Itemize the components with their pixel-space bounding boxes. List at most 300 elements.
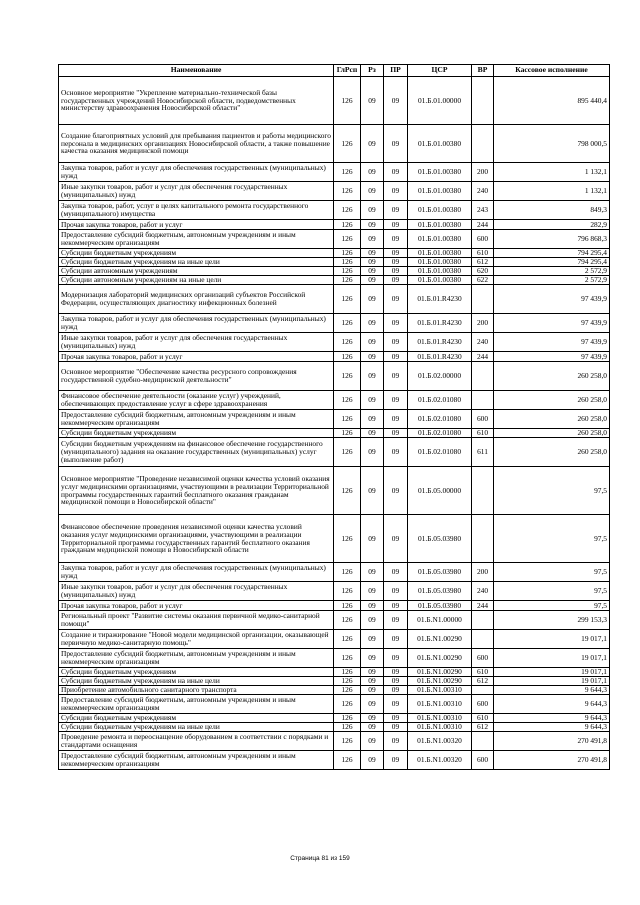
cell-rz: 09 (361, 515, 384, 563)
cell-csr: 01.Б.01.00380 (408, 276, 472, 285)
cell-amount: 97 439,9 (494, 333, 610, 352)
cell-name: Предоставление субсидий бюджетным, автономным учреждениям и иным некоммерческим организациям (59, 695, 334, 714)
cell-vr: 243 (472, 201, 494, 220)
cell-rz: 09 (361, 352, 384, 362)
cell-glrsp: 126 (334, 429, 361, 438)
table-row (59, 601, 610, 611)
cell-glrsp: 126 (334, 582, 361, 601)
cell-vr (472, 686, 494, 695)
cell-rz: 09 (361, 220, 384, 230)
cell-rz: 09 (361, 723, 384, 732)
cell-csr: 01.Б.N1.00310 (408, 695, 472, 714)
cell-csr: 01.Б.05.03980 (408, 515, 472, 563)
cell-amount: 19 017,1 (494, 668, 610, 677)
table-row (59, 677, 610, 686)
cell-rz: 09 (361, 258, 384, 267)
cell-amount: 1 132,1 (494, 182, 610, 201)
cell-csr: 01.Б.05.03980 (408, 582, 472, 601)
table-row (59, 267, 610, 276)
cell-name: Закупка товаров, работ и услуг для обеспечения государственных (муниципальных) нужд (59, 163, 334, 182)
cell-vr: 610 (472, 714, 494, 723)
cell-name: Субсидии бюджетным учреждениям на иные цели (59, 677, 334, 686)
cell-amount: 19 017,1 (494, 630, 610, 649)
cell-csr: 01.Б.01.R4230 (408, 285, 472, 314)
table-row (59, 276, 610, 285)
cell-name: Модернизация лабораторий медицинских организаций субъектов Российской Федерации, осуществляющих диагностику инфекционных болезней (59, 285, 334, 314)
cell-glrsp: 126 (334, 695, 361, 714)
cell-rz: 09 (361, 125, 384, 163)
cell-pr: 09 (384, 438, 408, 467)
cell-vr: 600 (472, 695, 494, 714)
cell-name: Основное мероприятие "Проведение независимой оценки качества условий оказания услуг медицинскими организациями, участвующими в реализации Территориальной программы государственных гарантий бесплатного оказания гражданам медицинской помощи в Новосибирской области" (59, 467, 334, 515)
cell-glrsp: 126 (334, 563, 361, 582)
cell-vr (472, 391, 494, 410)
cell-rz: 09 (361, 314, 384, 333)
cell-amount: 9 644,3 (494, 695, 610, 714)
cell-amount: 282,9 (494, 220, 610, 230)
cell-vr (472, 732, 494, 751)
cell-rz: 09 (361, 630, 384, 649)
cell-pr: 09 (384, 649, 408, 668)
cell-pr: 09 (384, 352, 408, 362)
cell-pr: 09 (384, 668, 408, 677)
cell-rz: 09 (361, 751, 384, 770)
cell-pr: 09 (384, 751, 408, 770)
cell-pr: 09 (384, 77, 408, 125)
cell-amount: 798 000,5 (494, 125, 610, 163)
cell-amount: 19 017,1 (494, 677, 610, 686)
cell-csr: 01.Б.01.00380 (408, 258, 472, 267)
cell-glrsp: 126 (334, 201, 361, 220)
cell-vr: 600 (472, 230, 494, 249)
cell-pr: 09 (384, 410, 408, 429)
cell-csr: 01.Б.01.00000 (408, 77, 472, 125)
cell-name: Субсидии бюджетным учреждениям (59, 249, 334, 258)
cell-amount: 260 258,0 (494, 362, 610, 391)
cell-pr: 09 (384, 732, 408, 751)
cell-glrsp: 126 (334, 333, 361, 352)
cell-amount: 2 572,9 (494, 276, 610, 285)
cell-name: Прочая закупка товаров, работ и услуг (59, 601, 334, 611)
cell-vr: 611 (472, 438, 494, 467)
cell-pr: 09 (384, 230, 408, 249)
table-row (59, 751, 610, 770)
cell-glrsp: 126 (334, 410, 361, 429)
cell-amount: 895 440,4 (494, 77, 610, 125)
cell-pr: 09 (384, 677, 408, 686)
cell-name: Прочая закупка товаров, работ и услуг (59, 220, 334, 230)
cell-pr: 09 (384, 515, 408, 563)
cell-glrsp: 126 (334, 601, 361, 611)
cell-csr: 01.Б.05.03980 (408, 601, 472, 611)
cell-pr: 09 (384, 582, 408, 601)
cell-name: Финансовое обеспечение деятельности (оказание услуг) учреждений, обеспечивающих предоставление услуг в сфере здравоохранения (59, 391, 334, 410)
cell-rz: 09 (361, 429, 384, 438)
cell-glrsp: 126 (334, 467, 361, 515)
cell-csr: 01.Б.01.R4230 (408, 352, 472, 362)
cell-glrsp: 126 (334, 230, 361, 249)
cell-pr: 09 (384, 163, 408, 182)
table-row (59, 77, 610, 125)
table-row (59, 333, 610, 352)
cell-pr: 09 (384, 314, 408, 333)
cell-glrsp: 126 (334, 352, 361, 362)
cell-name: Основное мероприятие "Укрепление материально-технической базы государственных учреждений Новосибирской области, подведомственных министерству здравоохранения Новосибирской области" (59, 77, 334, 125)
cell-name: Предоставление субсидий бюджетным, автономным учреждениям и иным некоммерческим организациям (59, 410, 334, 429)
cell-amount: 9 644,3 (494, 714, 610, 723)
cell-amount: 794 295,4 (494, 249, 610, 258)
cell-pr: 09 (384, 467, 408, 515)
cell-glrsp: 126 (334, 515, 361, 563)
cell-name: Создание и тиражирование "Новой модели медицинской организации, оказывающей первичную медико-санитарную помощь" (59, 630, 334, 649)
cell-csr: 01.Б.05.03980 (408, 563, 472, 582)
cell-vr (472, 125, 494, 163)
cell-amount: 260 258,0 (494, 438, 610, 467)
table-row (59, 714, 610, 723)
cell-vr: 610 (472, 429, 494, 438)
cell-amount: 97,5 (494, 582, 610, 601)
cell-name: Предоставление субсидий бюджетным, автономным учреждениям и иным некоммерческим организациям (59, 649, 334, 668)
cell-csr: 01.Б.N1.00320 (408, 732, 472, 751)
cell-vr (472, 285, 494, 314)
table-row (59, 467, 610, 515)
cell-amount: 97,5 (494, 563, 610, 582)
cell-rz: 09 (361, 611, 384, 630)
header-name: Наименование (59, 65, 334, 77)
cell-rz: 09 (361, 601, 384, 611)
cell-glrsp: 126 (334, 438, 361, 467)
cell-csr: 01.Б.02.01080 (408, 410, 472, 429)
cell-csr: 01.Б.01.00380 (408, 220, 472, 230)
cell-name: Региональный проект "Развитие системы оказания первичной медико-санитарной помощи" (59, 611, 334, 630)
header-vr: ВР (472, 65, 494, 77)
cell-name: Закупка товаров, работ и услуг для обеспечения государственных (муниципальных) нужд (59, 563, 334, 582)
cell-rz: 09 (361, 668, 384, 677)
cell-pr: 09 (384, 630, 408, 649)
cell-name: Иные закупки товаров, работ и услуг для обеспечения государственных (муниципальных) нужд (59, 582, 334, 601)
cell-name: Субсидии бюджетным учреждениям на иные цели (59, 723, 334, 732)
cell-glrsp: 126 (334, 249, 361, 258)
cell-name: Основное мероприятие "Обеспечение качества ресурсного сопровождения государственной судебно-медицинской деятельности" (59, 362, 334, 391)
cell-rz: 09 (361, 438, 384, 467)
cell-vr: 600 (472, 410, 494, 429)
cell-rz: 09 (361, 410, 384, 429)
table-row (59, 285, 610, 314)
cell-glrsp: 126 (334, 649, 361, 668)
cell-name: Закупка товаров, работ, услуг в целях капитального ремонта государственного (муниципального) имущества (59, 201, 334, 220)
cell-csr: 01.Б.01.00380 (408, 182, 472, 201)
table-row (59, 258, 610, 267)
cell-vr: 610 (472, 668, 494, 677)
cell-glrsp: 126 (334, 751, 361, 770)
header-csr: ЦСР (408, 65, 472, 77)
cell-amount: 2 572,9 (494, 267, 610, 276)
cell-amount: 849,3 (494, 201, 610, 220)
cell-name: Приобретение автомобильного санитарного транспорта (59, 686, 334, 695)
cell-vr (472, 77, 494, 125)
cell-glrsp: 126 (334, 77, 361, 125)
cell-csr: 01.Б.N1.00290 (408, 677, 472, 686)
budget-execution-table (58, 64, 610, 770)
cell-vr: 240 (472, 582, 494, 601)
cell-amount: 97,5 (494, 467, 610, 515)
cell-vr: 612 (472, 258, 494, 267)
cell-rz: 09 (361, 77, 384, 125)
cell-csr: 01.Б.01.R4230 (408, 333, 472, 352)
cell-rz: 09 (361, 163, 384, 182)
cell-vr: 244 (472, 601, 494, 611)
cell-vr: 612 (472, 677, 494, 686)
cell-pr: 09 (384, 429, 408, 438)
cell-amount: 794 295,4 (494, 258, 610, 267)
table-row (59, 515, 610, 563)
cell-rz: 09 (361, 732, 384, 751)
cell-name: Иные закупки товаров, работ и услуг для обеспечения государственных (муниципальных) нужд (59, 333, 334, 352)
cell-amount: 260 258,0 (494, 429, 610, 438)
cell-rz: 09 (361, 686, 384, 695)
cell-glrsp: 126 (334, 220, 361, 230)
table-row (59, 201, 610, 220)
cell-glrsp: 126 (334, 677, 361, 686)
cell-amount: 19 017,1 (494, 649, 610, 668)
cell-rz: 09 (361, 230, 384, 249)
cell-rz: 09 (361, 249, 384, 258)
cell-amount: 97 439,9 (494, 352, 610, 362)
cell-amount: 1 132,1 (494, 163, 610, 182)
cell-pr: 09 (384, 125, 408, 163)
cell-amount: 97 439,9 (494, 285, 610, 314)
cell-vr: 610 (472, 249, 494, 258)
cell-csr: 01.Б.02.01080 (408, 391, 472, 410)
cell-pr: 09 (384, 611, 408, 630)
cell-vr (472, 611, 494, 630)
cell-glrsp: 126 (334, 314, 361, 333)
cell-vr: 600 (472, 751, 494, 770)
cell-rz: 09 (361, 677, 384, 686)
header-amount: Кассовое исполнение (494, 65, 610, 77)
cell-name: Субсидии бюджетным учреждениям (59, 668, 334, 677)
cell-glrsp: 126 (334, 285, 361, 314)
cell-csr: 01.Б.N1.00310 (408, 723, 472, 732)
cell-vr: 244 (472, 352, 494, 362)
cell-pr: 09 (384, 391, 408, 410)
table-row (59, 362, 610, 391)
cell-vr: 612 (472, 723, 494, 732)
cell-vr (472, 362, 494, 391)
cell-csr: 01.Б.N1.00310 (408, 686, 472, 695)
cell-csr: 01.Б.01.00380 (408, 163, 472, 182)
table-row (59, 649, 610, 668)
table-row (59, 410, 610, 429)
cell-rz: 09 (361, 333, 384, 352)
cell-rz: 09 (361, 285, 384, 314)
cell-pr: 09 (384, 601, 408, 611)
page-footer: Страница 81 из 159 (290, 855, 350, 862)
cell-vr: 200 (472, 314, 494, 333)
cell-name: Субсидии бюджетным учреждениям на иные цели (59, 258, 334, 267)
cell-glrsp: 126 (334, 125, 361, 163)
cell-csr: 01.Б.N1.00290 (408, 649, 472, 668)
cell-amount: 97,5 (494, 601, 610, 611)
cell-pr: 09 (384, 258, 408, 267)
table-body (59, 77, 610, 770)
cell-amount: 97 439,9 (494, 314, 610, 333)
cell-vr: 200 (472, 163, 494, 182)
cell-amount: 260 258,0 (494, 391, 610, 410)
cell-name: Финансовое обеспечение проведения независимой оценки качества условий оказания услуг медицинскими организациями, участвующими в реализации Территориальной программы государственных гарантий бесплатного оказания гражданам медицинской помощи в Новосибирской области (59, 515, 334, 563)
cell-glrsp: 126 (334, 182, 361, 201)
cell-name: Проведение ремонта и переоснащение оборудованием в соответствии с порядками и стандартами оснащения (59, 732, 334, 751)
table-row (59, 611, 610, 630)
table-row (59, 391, 610, 410)
cell-rz: 09 (361, 391, 384, 410)
cell-csr: 01.Б.02.01080 (408, 438, 472, 467)
cell-amount: 9 644,3 (494, 723, 610, 732)
cell-csr: 01.Б.01.00380 (408, 125, 472, 163)
cell-name: Субсидии автономным учреждениям на иные цели (59, 276, 334, 285)
cell-csr: 01.Б.01.00380 (408, 230, 472, 249)
cell-pr: 09 (384, 285, 408, 314)
cell-pr: 09 (384, 249, 408, 258)
cell-amount: 260 258,0 (494, 410, 610, 429)
table-header-row (59, 65, 610, 77)
cell-glrsp: 126 (334, 732, 361, 751)
cell-vr: 620 (472, 267, 494, 276)
table-row (59, 582, 610, 601)
cell-pr: 09 (384, 723, 408, 732)
cell-csr: 01.Б.01.00380 (408, 267, 472, 276)
cell-pr: 09 (384, 563, 408, 582)
cell-amount: 9 644,3 (494, 686, 610, 695)
header-rz: Рз (361, 65, 384, 77)
cell-glrsp: 126 (334, 391, 361, 410)
cell-vr (472, 515, 494, 563)
table-row (59, 249, 610, 258)
cell-glrsp: 126 (334, 723, 361, 732)
cell-glrsp: 126 (334, 267, 361, 276)
cell-glrsp: 126 (334, 163, 361, 182)
table-row (59, 630, 610, 649)
cell-csr: 01.Б.02.01080 (408, 429, 472, 438)
cell-name: Предоставление субсидий бюджетным, автономным учреждениям и иным некоммерческим организациям (59, 751, 334, 770)
document-page (58, 64, 609, 770)
cell-vr: 622 (472, 276, 494, 285)
cell-csr: 01.Б.01.00380 (408, 201, 472, 220)
header-pr: ПР (384, 65, 408, 77)
table-row (59, 668, 610, 677)
table-row (59, 220, 610, 230)
cell-pr: 09 (384, 201, 408, 220)
cell-name: Иные закупки товаров, работ и услуг для обеспечения государственных (муниципальных) нужд (59, 182, 334, 201)
cell-pr: 09 (384, 333, 408, 352)
cell-amount: 270 491,8 (494, 732, 610, 751)
cell-name: Субсидии автономным учреждениям (59, 267, 334, 276)
cell-name: Создание благоприятных условий для пребывания пациентов и работы медицинского персонала в медицинских организациях Новосибирской области, а также повышение качества оказания медицинской помощи (59, 125, 334, 163)
cell-pr: 09 (384, 686, 408, 695)
cell-amount: 97,5 (494, 515, 610, 563)
table-row (59, 429, 610, 438)
cell-rz: 09 (361, 582, 384, 601)
table-row (59, 732, 610, 751)
cell-glrsp: 126 (334, 276, 361, 285)
cell-amount: 270 491,8 (494, 751, 610, 770)
table-row (59, 723, 610, 732)
cell-glrsp: 126 (334, 630, 361, 649)
cell-glrsp: 126 (334, 668, 361, 677)
table-row (59, 686, 610, 695)
cell-glrsp: 126 (334, 714, 361, 723)
table-row (59, 182, 610, 201)
cell-rz: 09 (361, 362, 384, 391)
cell-glrsp: 126 (334, 258, 361, 267)
cell-name: Субсидии бюджетным учреждениям (59, 714, 334, 723)
table-row (59, 563, 610, 582)
cell-vr: 240 (472, 182, 494, 201)
cell-pr: 09 (384, 182, 408, 201)
table-row (59, 163, 610, 182)
cell-rz: 09 (361, 714, 384, 723)
cell-csr: 01.Б.02.00000 (408, 362, 472, 391)
cell-pr: 09 (384, 695, 408, 714)
cell-vr: 240 (472, 333, 494, 352)
table-row (59, 230, 610, 249)
cell-rz: 09 (361, 267, 384, 276)
cell-pr: 09 (384, 276, 408, 285)
cell-amount: 796 868,3 (494, 230, 610, 249)
cell-vr: 200 (472, 563, 494, 582)
cell-amount: 299 153,3 (494, 611, 610, 630)
cell-vr: 244 (472, 220, 494, 230)
cell-rz: 09 (361, 695, 384, 714)
cell-glrsp: 126 (334, 686, 361, 695)
cell-glrsp: 126 (334, 611, 361, 630)
table-row (59, 125, 610, 163)
cell-pr: 09 (384, 362, 408, 391)
cell-csr: 01.Б.01.00380 (408, 249, 472, 258)
table-row (59, 438, 610, 467)
cell-name: Прочая закупка товаров, работ и услуг (59, 352, 334, 362)
cell-rz: 09 (361, 649, 384, 668)
cell-pr: 09 (384, 267, 408, 276)
header-glrsp: ГлРсп (334, 65, 361, 77)
cell-vr: 600 (472, 649, 494, 668)
cell-rz: 09 (361, 563, 384, 582)
table-row (59, 314, 610, 333)
cell-vr (472, 467, 494, 515)
cell-name: Предоставление субсидий бюджетным, автономным учреждениям и иным некоммерческим организациям (59, 230, 334, 249)
table-row (59, 695, 610, 714)
cell-csr: 01.Б.N1.00290 (408, 630, 472, 649)
cell-csr: 01.Б.05.00000 (408, 467, 472, 515)
table-row (59, 352, 610, 362)
cell-rz: 09 (361, 276, 384, 285)
cell-vr (472, 630, 494, 649)
cell-name: Субсидии бюджетным учреждениям на финансовое обеспечение государственного (муниципального) задания на оказание государственных (муниципальных) услуг (выполнение работ) (59, 438, 334, 467)
cell-csr: 01.Б.N1.00290 (408, 668, 472, 677)
cell-csr: 01.Б.N1.00000 (408, 611, 472, 630)
cell-name: Закупка товаров, работ и услуг для обеспечения государственных (муниципальных) нужд (59, 314, 334, 333)
cell-csr: 01.Б.N1.00320 (408, 751, 472, 770)
cell-rz: 09 (361, 182, 384, 201)
cell-rz: 09 (361, 201, 384, 220)
cell-glrsp: 126 (334, 362, 361, 391)
cell-pr: 09 (384, 714, 408, 723)
cell-csr: 01.Б.N1.00310 (408, 714, 472, 723)
cell-csr: 01.Б.01.R4230 (408, 314, 472, 333)
cell-rz: 09 (361, 467, 384, 515)
cell-name: Субсидии бюджетным учреждениям (59, 429, 334, 438)
cell-pr: 09 (384, 220, 408, 230)
